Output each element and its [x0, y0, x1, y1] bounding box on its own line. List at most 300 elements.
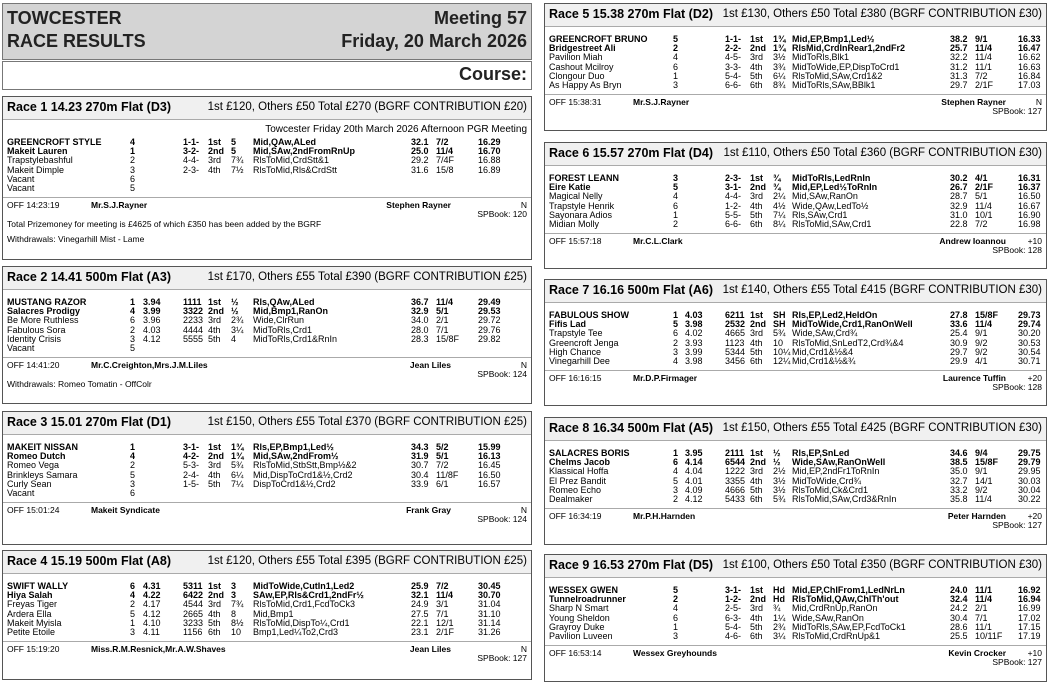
cell-pos: 6th [750, 79, 763, 90]
race-header [545, 4, 1046, 27]
cell-comment: Mid,EP,ChlFrom1,LedNrLn [792, 585, 905, 595]
cell-sect: 1-2- [725, 200, 742, 211]
judge: Jean Liles [409, 360, 451, 371]
judge: Andrew Ioannou [939, 236, 1006, 247]
cell-sp: 11/4 [975, 200, 992, 211]
cell-sp: 11/4 [436, 590, 454, 601]
cell-name: FOREST LEANN [549, 173, 620, 183]
results-table [3, 582, 531, 637]
cell-time: 16.88 [478, 155, 501, 166]
cell-sp: 5/1 [975, 191, 988, 202]
off-time: OFF 15:01:24 [7, 505, 60, 516]
cell-trap: 1 [130, 297, 136, 307]
cell-trap: 1 [130, 617, 136, 628]
cell-wt: 25.9 [411, 581, 429, 591]
race-footer [3, 197, 531, 220]
cell-time: 16.31 [1018, 173, 1041, 183]
cell-trap: 2 [673, 594, 679, 605]
going: +20 [1027, 511, 1042, 522]
cell-sect: 5311 [183, 581, 203, 591]
cell-dist: 10 [231, 626, 242, 637]
cell-time: 30.22 [1018, 493, 1041, 504]
cell-sp: 11/4 [975, 43, 993, 54]
results-title: RACE RESULTS [7, 31, 146, 51]
cell-trap: 1 [673, 209, 679, 220]
off-time: OFF 14:41:20 [7, 360, 60, 371]
results-table [545, 449, 1046, 504]
cell-comment: MidToRls,Blk1 [792, 52, 850, 63]
cell-wt: 31.3 [950, 70, 968, 81]
cell-wt: 33.6 [950, 319, 968, 330]
cell-comment: MidToWide,Crd¾ [792, 475, 862, 486]
race-footer [545, 94, 1046, 117]
cell-dist: 12¼ [773, 355, 791, 366]
judge: Kevin Crocker [948, 648, 1006, 659]
cell-split: 4.03 [685, 310, 703, 320]
cell-time: 29.95 [1018, 466, 1041, 477]
sp-book: SPBook: 124 [477, 514, 527, 525]
cell-trap: 3 [130, 478, 136, 489]
cell-trap: 1 [673, 310, 679, 320]
cell-sect: 3-2- [183, 146, 200, 157]
cell-wt: 32.4 [950, 594, 968, 605]
cell-sect: 3-1- [725, 585, 742, 595]
cell-pos: 4th [750, 337, 763, 348]
cell-time: 30.04 [1018, 484, 1041, 495]
cell-sp: 7/2 [436, 581, 449, 591]
cell-name: Romeo Dutch [7, 451, 66, 462]
cell-time: 30.45 [478, 581, 501, 591]
cell-sp: 7/1 [436, 324, 449, 335]
race-prizes: 1st £170, Others £55 Total £390 (BGRF CONTRIBUTION £25) [207, 271, 527, 283]
sp-book: SPBook: 127 [477, 653, 527, 664]
cell-sp: 11/4 [975, 52, 992, 63]
cell-name: Eire Katie [549, 182, 591, 193]
cell-sp: 9/2 [975, 337, 988, 348]
cell-pos: 6th [208, 626, 221, 637]
cell-name: Bridgestreet Ali [549, 43, 616, 54]
cell-sect: 1222 [725, 466, 746, 477]
cell-comment: RlsToMid,Ck&Crd1 [792, 484, 869, 495]
cell-time: 16.13 [478, 451, 501, 462]
cell-time: 16.63 [1018, 61, 1041, 72]
cell-sp: 7/2 [436, 460, 449, 471]
cell-pos: 4th [208, 469, 221, 480]
result-row [3, 166, 531, 175]
cell-dist: 5¾ [773, 328, 786, 339]
going: N [520, 360, 527, 371]
cell-time: 29.73 [1018, 310, 1041, 320]
cell-comment: RlsToMid,CrdStt&1 [253, 155, 330, 166]
cell-time: 16.57 [478, 478, 501, 489]
cell-trap: 6 [130, 315, 136, 326]
cell-sect: 6422 [183, 590, 204, 601]
cell-wt: 33.9 [411, 478, 429, 489]
cell-dist: 1¾ [231, 451, 244, 462]
cell-wt: 28.3 [411, 333, 429, 344]
cell-sp: 5/1 [436, 451, 449, 462]
cell-trap: 6 [673, 328, 679, 339]
cell-split: 3.99 [685, 346, 703, 357]
cell-split: 4.03 [143, 324, 161, 335]
cell-trap: 6 [673, 61, 679, 72]
cell-comment: Rls,EP,Bmp1,Led½ [253, 442, 334, 452]
cell-name: Midian Molly [549, 218, 600, 229]
cell-sect: 5555 [183, 333, 204, 344]
trainer: Mr.S.J.Rayner [633, 97, 690, 108]
cell-comment: Rls,EP,Led2,HeldOn [792, 310, 878, 320]
cell-trap: 2 [673, 337, 679, 348]
cell-pos: 4th [208, 164, 221, 175]
cell-comment: Mid,SAw,2ndFromRnUp [253, 146, 355, 157]
trainer: Mr.D.P.Firmager [633, 373, 698, 384]
cell-time: 16.45 [478, 460, 501, 471]
cell-split: 3.94 [143, 297, 161, 307]
race-title: Race 3 15.01 270m Flat (D1) [7, 415, 171, 429]
cell-name: Vacant [7, 182, 35, 193]
result-row [545, 81, 1046, 90]
cell-pos: 4th [750, 475, 763, 486]
cell-trap: 5 [130, 469, 136, 480]
cell-trap: 3 [673, 346, 679, 357]
cell-wt: 28.6 [950, 621, 968, 632]
cell-trap: 3 [673, 79, 679, 90]
cell-wt: 32.1 [411, 590, 429, 601]
cell-pos: 2nd [750, 43, 767, 54]
cell-wt: 33.2 [950, 484, 968, 495]
cell-pos: 4th [750, 612, 763, 623]
cell-sect: 3322 [183, 306, 204, 317]
cell-sp: 2/1F [975, 182, 994, 193]
cell-pos: 2nd [208, 451, 225, 462]
race-note: Withdrawals: Romeo Tomatin - OffColr [7, 379, 152, 390]
judge: Peter Harnden [947, 511, 1006, 522]
cell-comment: MidToRls,SAw,BBlk1 [792, 79, 876, 90]
results-table [545, 311, 1046, 366]
cell-dist: 7¾ [231, 599, 244, 610]
judge: Jean Liles [409, 644, 451, 655]
cell-split: 4.11 [143, 626, 160, 637]
going: +20 [1027, 373, 1042, 384]
cell-trap: 4 [673, 191, 679, 202]
result-row [545, 357, 1046, 366]
cell-sp: 11/1 [975, 61, 992, 72]
cell-split: 3.93 [685, 337, 703, 348]
cell-comment: RlsToMid,SnLedT2,Crd¾&4 [792, 337, 904, 348]
cell-split: 4.12 [143, 333, 161, 344]
cell-sp: 9/1 [975, 466, 988, 477]
cell-sect: 1123 [725, 337, 745, 348]
race-title: Race 2 14.41 500m Flat (A3) [7, 270, 171, 284]
cell-trap: 3 [130, 626, 136, 637]
cell-sect: 6-6- [725, 79, 742, 90]
cell-wt: 25.5 [950, 630, 968, 641]
cell-sect: 1-5- [183, 478, 200, 489]
cell-sp: 7/4F [436, 155, 455, 166]
cell-sect: 4544 [183, 599, 204, 610]
cell-comment: Mid,EP,Led½ToRnIn [792, 182, 878, 193]
cell-sect: 2-5- [725, 603, 742, 614]
cell-time: 30.53 [1018, 337, 1041, 348]
cell-dist: 10¼ [773, 346, 791, 357]
cell-pos: 2nd [750, 319, 767, 330]
cell-name: Fabulous Sora [7, 324, 66, 335]
cell-dist: SH [773, 310, 786, 320]
cell-wt: 32.2 [950, 52, 968, 63]
cell-time: 17.15 [1018, 621, 1041, 632]
judge: Stephen Rayner [386, 200, 451, 211]
cell-sp: 5/1 [436, 306, 449, 317]
cell-trap: 3 [130, 164, 136, 175]
cell-split: 4.12 [685, 493, 703, 504]
race-footer [545, 370, 1046, 393]
cell-sect: 4444 [183, 324, 204, 335]
race-note: Total Prizemoney for meeting is £4625 of which £350 has been added by the BGRF [7, 219, 322, 230]
cell-trap: 2 [130, 599, 136, 610]
cell-dist: 3½ [773, 484, 786, 495]
cell-time: 16.33 [1018, 34, 1041, 44]
trainer: Mr.S.J.Rayner [91, 200, 148, 211]
race-header [545, 280, 1046, 303]
cell-name: Tunnelroadrunner [549, 594, 626, 605]
race-prizes: 1st £130, Others £50 Total £380 (BGRF CONTRIBUTION £30) [722, 8, 1042, 20]
cell-wt: 24.2 [950, 603, 968, 614]
cell-sp: 15/8F [436, 333, 460, 344]
meeting-date: Friday, 20 March 2026 [341, 31, 527, 51]
cell-time: 16.98 [1018, 218, 1041, 229]
cell-sect: 2532 [725, 319, 746, 330]
cell-name: MUSTANG RAZOR [7, 297, 87, 307]
cell-wt: 34.0 [411, 315, 429, 326]
cell-comment: MidToWide,Crd1,RanOnWell [792, 319, 913, 330]
cell-dist: 3¾ [773, 61, 786, 72]
cell-dist: 6¼ [773, 70, 786, 81]
result-row [3, 344, 531, 353]
cell-dist: 7¾ [231, 155, 244, 166]
cell-sp: 9/1 [975, 34, 988, 44]
cell-sp: 11/4 [975, 594, 993, 605]
race-title: Race 9 16.53 270m Flat (D5) [549, 558, 713, 572]
cell-split: 3.98 [685, 355, 703, 366]
cell-pos: 3rd [208, 599, 222, 610]
cell-wt: 30.4 [411, 469, 429, 480]
cell-pos: 5th [208, 333, 221, 344]
cell-pos: 5th [208, 478, 221, 489]
cell-sect: 4-2- [183, 451, 200, 462]
cell-name: Romeo Echo [549, 484, 602, 495]
result-row [3, 489, 531, 498]
cell-name: Identity Crisis [7, 333, 62, 344]
cell-wt: 35.0 [950, 466, 968, 477]
race-panel [2, 411, 532, 545]
off-time: OFF 15:19:20 [7, 644, 60, 655]
cell-dist: 5 [231, 137, 237, 147]
cell-trap: 3 [673, 173, 679, 183]
venue-name: TOWCESTER [7, 8, 122, 28]
cell-sect: 5433 [725, 493, 746, 504]
cell-comment: RlsMid,CrdInRear1,2ndFr2 [792, 43, 906, 54]
cell-sect: 6544 [725, 457, 746, 468]
cell-pos: 1st [208, 581, 222, 591]
course-label: Course: [2, 61, 532, 90]
cell-sp: 10/11F [975, 630, 1003, 641]
race-footer [545, 508, 1046, 531]
cell-time: 16.70 [478, 146, 501, 157]
results-table [3, 443, 531, 498]
cell-comment: MidToWide,EP,DispToCrd1 [792, 61, 900, 72]
cell-sp: 9/1 [975, 328, 988, 339]
cell-comment: Rls,SAw,Crd1 [792, 209, 848, 220]
cell-name: MAKEIT NISSAN [7, 442, 79, 452]
cell-time: 16.62 [1018, 52, 1041, 63]
race-prizes: 1st £150, Others £55 Total £370 (BGRF CONTRIBUTION £25) [207, 416, 527, 428]
cell-pos: 5th [750, 346, 763, 357]
cell-split: 3.98 [685, 319, 703, 330]
cell-wt: 27.5 [411, 608, 429, 619]
cell-sect: 2-3- [725, 173, 742, 183]
cell-split: 4.22 [143, 590, 161, 601]
cell-pos: 4th [750, 200, 763, 211]
cell-trap: 2 [673, 493, 679, 504]
race-title: Race 1 14.23 270m Flat (D3) [7, 100, 171, 114]
cell-sp: 14/1 [975, 475, 993, 486]
cell-name: Vinegarhill Dee [549, 355, 610, 366]
cell-time: 16.89 [478, 164, 501, 175]
cell-sect: 5-5- [725, 209, 742, 220]
trainer: Mr.P.H.Harnden [633, 511, 696, 522]
cell-wt: 30.4 [950, 612, 968, 623]
cell-comment: Rls,EP,SnLed [792, 448, 850, 458]
sp-book: SPBook: 127 [992, 106, 1042, 117]
cell-pos: 6th [750, 355, 763, 366]
cell-pos: 3rd [750, 52, 764, 63]
cell-wt: 30.9 [950, 337, 968, 348]
cell-name: Trapstylebashful [7, 155, 73, 166]
race-prizes: 1st £120, Others £55 Total £395 (BGRF CONTRIBUTION £25) [207, 555, 527, 567]
cell-dist: 7½ [231, 164, 244, 175]
race-footer [545, 645, 1046, 668]
results-table [3, 138, 531, 193]
cell-comment: MidToRls,Crd1&RnIn [253, 333, 338, 344]
cell-trap: 4 [130, 590, 136, 601]
going: +10 [1027, 648, 1042, 659]
going: N [520, 505, 527, 516]
cell-dist: 4 [231, 333, 237, 344]
cell-name: Vacant [7, 487, 35, 498]
cell-wt: 36.7 [411, 297, 429, 307]
race-prizes: 1st £110, Others £50 Total £360 (BGRF CONTRIBUTION £30) [723, 147, 1042, 159]
cell-trap: 1 [673, 448, 679, 458]
cell-comment: Mid,Bmp1 [253, 608, 294, 619]
cell-dist: 8½ [231, 617, 244, 628]
race-note: Withdrawals: Vinegarhill Mist - Lame [7, 233, 145, 244]
cell-pos: 1st [750, 585, 764, 595]
cell-name: Sayonara Adios [549, 209, 613, 220]
cell-name: Vacant [7, 342, 35, 353]
cell-name: Makeit Lauren [7, 146, 68, 157]
cell-split: 4.31 [143, 581, 161, 591]
cell-comment: MidToRls,LedRnIn [792, 173, 871, 183]
cell-split: 4.14 [685, 457, 703, 468]
cell-name: Grayroy Duke [549, 621, 605, 632]
cell-trap: 4 [673, 355, 679, 366]
race-header [3, 412, 531, 435]
cell-comment: Mid,DispToCrd1&½,Crd2 [253, 469, 353, 480]
cell-trap: 2 [673, 218, 679, 229]
cell-sp: 9/4 [975, 448, 988, 458]
off-time: OFF 14:23:19 [7, 200, 60, 211]
race-footer [3, 357, 531, 380]
cell-trap: 6 [673, 457, 679, 468]
cell-wt: 29.7 [950, 79, 968, 90]
cell-name: Magical Nelly [549, 191, 603, 202]
cell-name: Trapstyle Henrik [549, 200, 615, 211]
cell-dist: 5 [231, 146, 237, 157]
cell-trap: 5 [673, 319, 679, 330]
cell-comment: Mid,Bmp1,RanOn [253, 306, 329, 317]
cell-pos: 5th [750, 70, 763, 81]
cell-time: 30.71 [1018, 355, 1041, 366]
cell-pos: 5th [750, 484, 763, 495]
off-time: OFF 16:53:14 [549, 648, 602, 659]
cell-comment: Wide,SAw,RanOn [792, 612, 864, 623]
cell-dist: Hd [773, 585, 785, 595]
cell-sp: 11/4 [975, 319, 993, 330]
cell-comment: Wide,SAw,Crd¾ [792, 328, 858, 339]
cell-pos: 2nd [208, 590, 225, 601]
cell-comment: SAw,EP,Rls&Crd1,2ndFr½ [253, 590, 364, 601]
race-footer [545, 233, 1046, 256]
cell-trap: 5 [130, 342, 136, 353]
cell-name: Hiya Salah [7, 590, 53, 601]
cell-sp: 12/1 [436, 617, 454, 628]
trainer: Miss.R.M.Resnick,Mr.A.W.Shaves [91, 644, 226, 655]
cell-sect: 3355 [725, 475, 746, 486]
cell-time: 31.26 [478, 626, 501, 637]
cell-name: Fifis Lad [549, 319, 587, 330]
cell-pos: 3rd [750, 603, 764, 614]
cell-dist: 6¼ [231, 469, 244, 480]
cell-time: 29.82 [478, 333, 501, 344]
race-title: Race 8 16.34 500m Flat (A5) [549, 421, 713, 435]
cell-pos: 1st [208, 297, 222, 307]
cell-trap: 2 [130, 155, 136, 166]
cell-wt: 26.7 [950, 182, 968, 193]
cell-wt: 27.8 [950, 310, 968, 320]
cell-name: Pavilion Luveen [549, 630, 613, 641]
cell-sect: 3456 [725, 355, 746, 366]
cell-time: 31.14 [478, 617, 501, 628]
cell-sect: 6-3- [725, 612, 742, 623]
cell-pos: 4th [208, 608, 221, 619]
cell-sp: 15/8F [975, 310, 999, 320]
cell-time: 16.47 [1018, 43, 1041, 54]
cell-comment: Wide,ClrRun [253, 315, 305, 326]
cell-comment: RlsToMid,Rls&CrdStt [253, 164, 338, 175]
cell-split: 4.17 [143, 599, 161, 610]
cell-trap: 4 [673, 466, 679, 477]
cell-sp: 6/1 [436, 478, 449, 489]
cell-name: WESSEX GWEN [549, 585, 619, 595]
cell-dist: ½ [231, 297, 239, 307]
cell-time: 16.84 [1018, 70, 1041, 81]
meeting-header [2, 3, 532, 60]
cell-sect: 5-4- [725, 70, 742, 81]
cell-split: 4.02 [685, 328, 703, 339]
cell-wt: 24.9 [411, 599, 429, 610]
cell-pos: 3rd [750, 191, 764, 202]
cell-sp: 7/1 [436, 608, 449, 619]
